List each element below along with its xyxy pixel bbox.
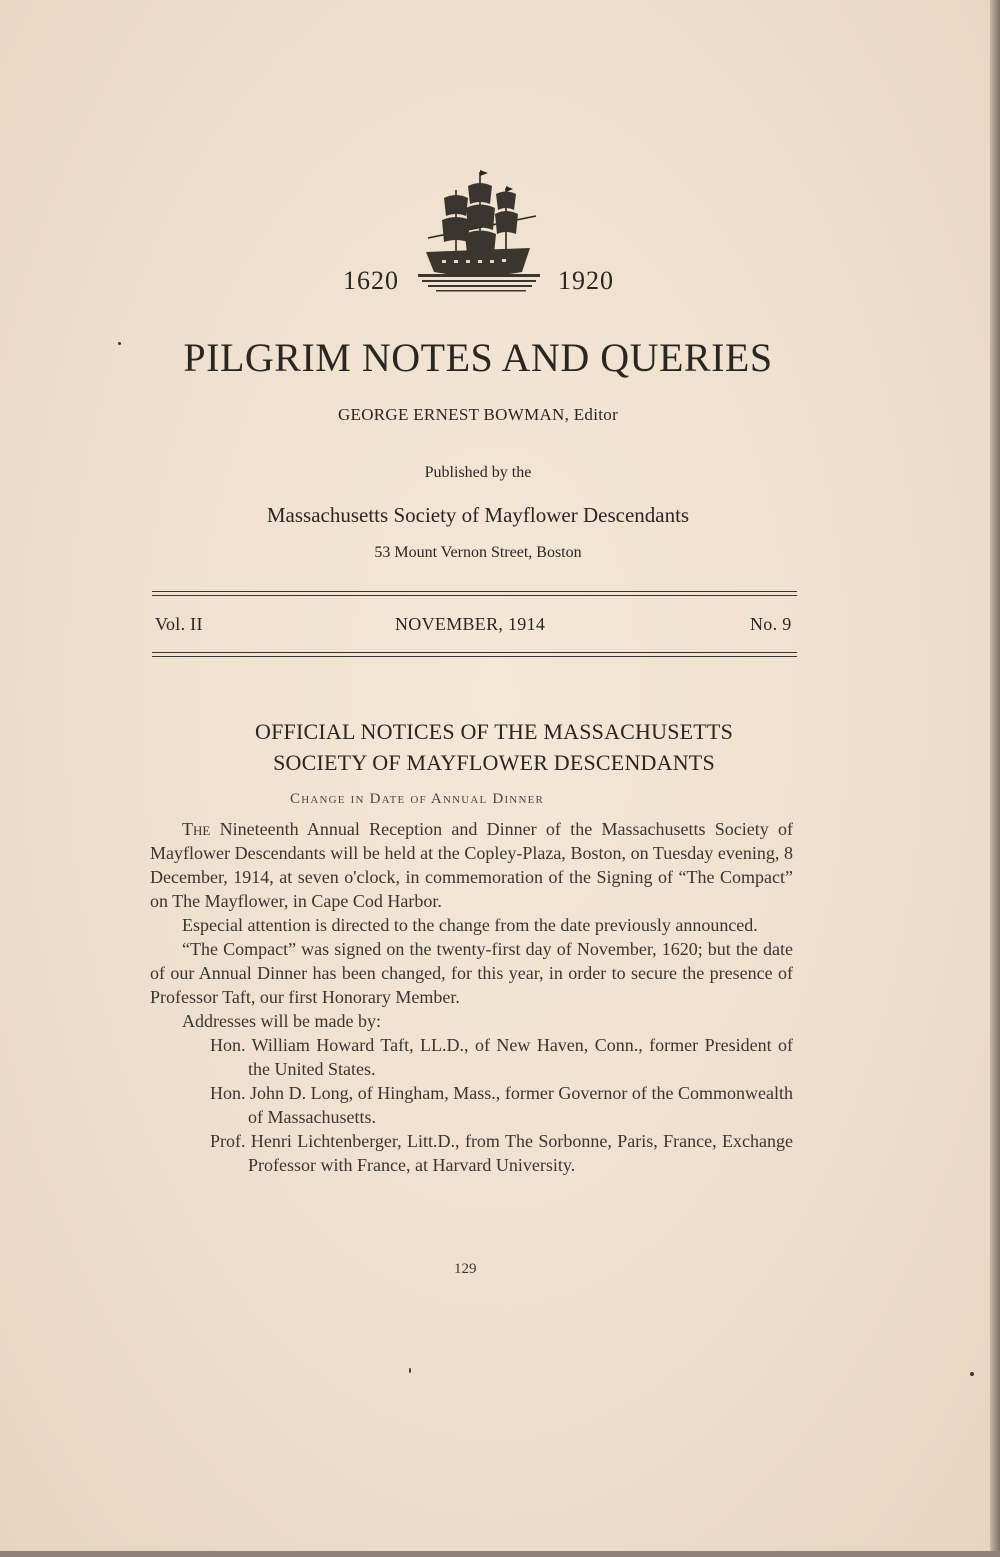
publication-title: PILGRIM NOTES AND QUERIES [183,335,773,380]
page-number: 129 [454,1261,477,1277]
page-edge-shadow [990,0,1000,1557]
publisher-address: 53 Mount Vernon Street, Boston [374,544,582,561]
notice-heading [60,716,928,778]
paragraph-1 [150,817,793,913]
paper-speck [118,342,121,345]
paragraph-1-lead: The [182,819,211,839]
masthead-rule-bottom [152,652,797,657]
published-by-line: Published by the [424,464,532,481]
paragraph-1-text: Nineteenth Annual Reception and Dinner of the Massachusetts Society of Mayflower Descendants will be held at the Copley-Plaza, Boston, on Tuesday evening, 8 December, 1914, at seven o'clock, in commemoration of the Signing of “The Compact” on The Mayflower, in Cape Cod Harbor. [150,819,793,911]
year-start: 1620 [343,266,399,295]
paragraph-3: “The Compact” was signed on the twenty-first day of November, 1620; but the date of our Annual Dinner has been changed, for this year, in order to secure the presence of Professor Taft, our first Honorary Member. [150,939,793,1007]
addresses-intro: Addresses will be made by: [182,1011,381,1031]
speaker-list [150,1033,793,1177]
issue-date: NOVEMBER, 1914 [395,614,546,634]
year-end: 1920 [558,266,614,295]
publisher-name: Massachusetts Society of Mayflower Descendants [266,503,690,527]
notice-heading-line-1: OFFICIAL NOTICES OF THE MASSACHUSETTS [254,719,733,744]
notice-heading-line-2: SOCIETY OF MAYFLOWER DESCENDANTS [273,750,715,775]
speaker-item: Prof. Henri Lichtenberger, Litt.D., from The Sorbonne, Paris, France, Exchange Professor with France, at Harvard University. [210,1131,793,1175]
page-bottom-edge [0,1551,1000,1557]
masthead-rule-top [152,591,797,596]
speaker-item: Hon. John D. Long, of Hingham, Mass., former Governor of the Commonwealth of Massachusetts. [210,1083,793,1127]
notice-subheading: Change in Date of Annual Dinner [290,791,545,807]
paper-speck [409,1368,411,1373]
editor-line: GEORGE ERNEST BOWMAN, Editor [337,405,619,424]
speaker-item: Hon. William Howard Taft, LL.D., of New Haven, Conn., former President of the United States. [210,1035,793,1079]
volume-label: Vol. II [155,614,203,634]
notice-body [150,817,793,1177]
mayflower-ship-emblem [418,168,540,300]
paragraph-2: Especial attention is directed to the change from the date previously announced. [182,915,758,935]
issue-number: No. 9 [750,614,792,634]
paper-speck [970,1372,974,1376]
